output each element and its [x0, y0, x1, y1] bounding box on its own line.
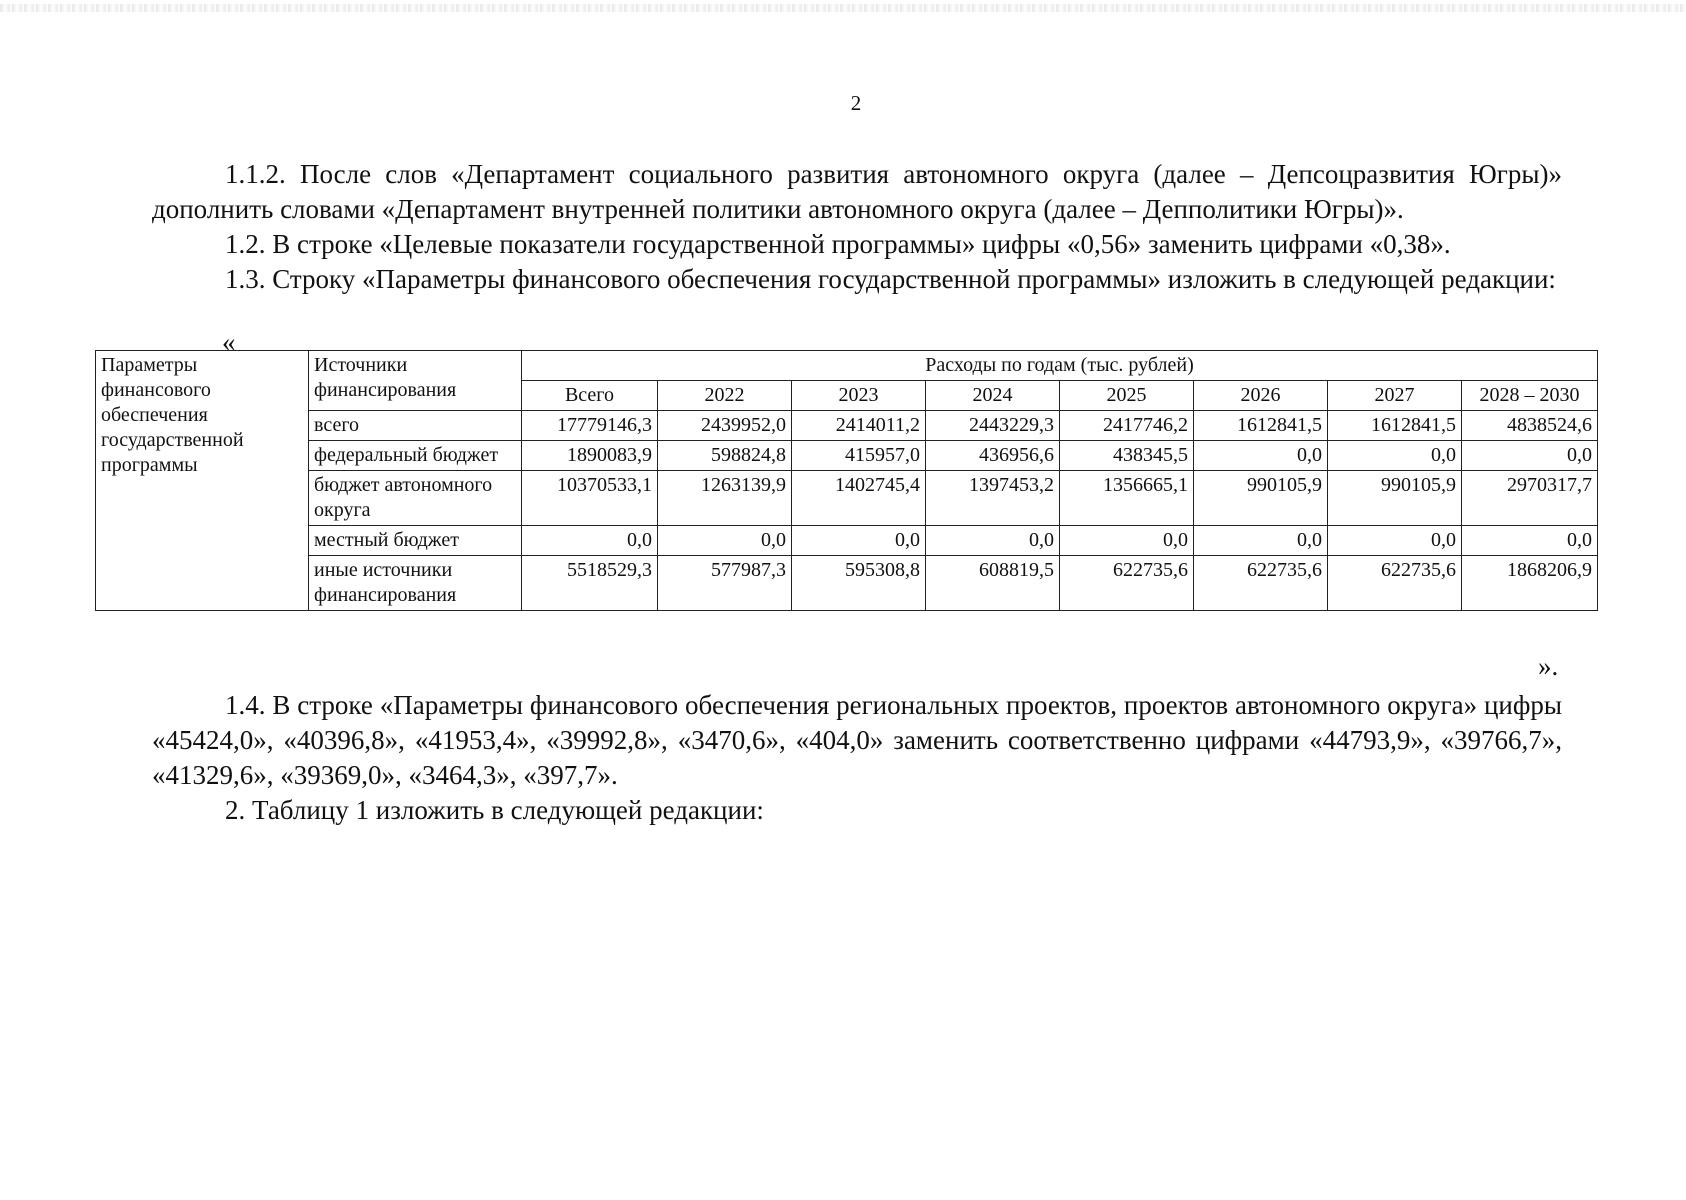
table-row: [96, 471, 1598, 526]
table-cell: 2970317,7: [1462, 471, 1598, 526]
table-cell: 0,0: [792, 526, 926, 556]
table-cell: 608819,5: [926, 556, 1060, 611]
table-cell: 622735,6: [1194, 556, 1328, 611]
table-cell: 438345,5: [1060, 441, 1194, 471]
closing-quote: ».: [1538, 651, 1559, 681]
table-cell: 1402745,4: [792, 471, 926, 526]
table-cell: 1612841,5: [1328, 411, 1462, 441]
table-cell: 0,0: [658, 526, 792, 556]
paragraph-1-3: 1.3. Строку «Параметры финансового обеспечения государственной программы» изложить в следующей редакции:: [225, 264, 1556, 294]
table-cell: 436956,6: [926, 441, 1060, 471]
source-label: иные источники финансирования: [309, 556, 522, 611]
table-cell: 0,0: [926, 526, 1060, 556]
column-header: 2022: [658, 381, 792, 411]
expenses-header-cell: Расходы по годам (тыс. рублей): [522, 351, 1598, 381]
table-cell: 5518529,3: [522, 556, 658, 611]
column-header: 2025: [1060, 381, 1194, 411]
table-cell: 2439952,0: [658, 411, 792, 441]
table-cell: 990105,9: [1194, 471, 1328, 526]
sources-header-cell: Источники финансирования: [309, 351, 522, 411]
table-cell: 622735,6: [1060, 556, 1194, 611]
source-label: всего: [309, 411, 522, 441]
table-cell: 1356665,1: [1060, 471, 1194, 526]
paragraph-2: 2. Таблицу 1 изложить в следующей редакции:: [225, 795, 764, 825]
table-cell: 990105,9: [1328, 471, 1462, 526]
table-cell: 2414011,2: [792, 411, 926, 441]
column-header: Всего: [522, 381, 658, 411]
scan-edge: [0, 4, 1686, 12]
table-cell: 622735,6: [1328, 556, 1462, 611]
source-label: федеральный бюджет: [309, 441, 522, 471]
table-cell: 4838524,6: [1462, 411, 1598, 441]
table-row: [96, 526, 1598, 556]
paragraph-1-1-2: 1.1.2. После слов «Департамент социального развития автономного округа (далее – Депсоцразвития Югры)» дополнить словами «Департамент внутренней политики автономного округа (далее – Депполитики Югры)».: [152, 159, 1562, 224]
table-cell: 17779146,3: [522, 411, 658, 441]
column-header: 2024: [926, 381, 1060, 411]
table-cell: 0,0: [1462, 441, 1598, 471]
table-cell: 0,0: [1462, 526, 1598, 556]
table-cell: 577987,3: [658, 556, 792, 611]
top-text-block: [152, 157, 1562, 297]
table-header-row: [96, 351, 1598, 381]
source-label: местный бюджет: [309, 526, 522, 556]
table-cell: 0,0: [522, 526, 658, 556]
table-cell: 0,0: [1328, 526, 1462, 556]
column-header: 2023: [792, 381, 926, 411]
column-header: 2027: [1328, 381, 1462, 411]
table-cell: 2443229,3: [926, 411, 1060, 441]
table-cell: 0,0: [1328, 441, 1462, 471]
row-header-cell: Параметры финансового обеспечения государственной программы: [96, 351, 309, 611]
opening-quote: «: [222, 327, 236, 357]
column-header: 2028 – 2030: [1462, 381, 1598, 411]
table-cell: 1397453,2: [926, 471, 1060, 526]
table-cell: 10370533,1: [522, 471, 658, 526]
bottom-text-block: [152, 688, 1562, 828]
column-header: 2026: [1194, 381, 1328, 411]
table-row: [96, 441, 1598, 471]
table-cell: 595308,8: [792, 556, 926, 611]
financing-table: [95, 350, 1598, 611]
table-cell: 2417746,2: [1060, 411, 1194, 441]
source-label: бюджет автономного округа: [309, 471, 522, 526]
table-cell: 598824,8: [658, 441, 792, 471]
table-cell: 0,0: [1194, 441, 1328, 471]
table-cell: 1890083,9: [522, 441, 658, 471]
table-cell: 0,0: [1060, 526, 1194, 556]
table-cell: 1263139,9: [658, 471, 792, 526]
table-row: [96, 556, 1598, 611]
table-cell: 1868206,9: [1462, 556, 1598, 611]
table-cell: 1612841,5: [1194, 411, 1328, 441]
paragraph-1-4: 1.4. В строке «Параметры финансового обеспечения региональных проектов, проектов автономного округа» цифры «45424,0», «40396,8», «41953,4», «39992,8», «3470,6», «404,0» заменить соответственно цифрами «44793,9», «39766,7», «41329,6», «39369,0», «3464,3», «397,7».: [152, 690, 1562, 790]
table-cell: 0,0: [1194, 526, 1328, 556]
table-row: [96, 411, 1598, 441]
paragraph-1-2: 1.2. В строке «Целевые показатели государственной программы» цифры «0,56» заменить цифрами «0,38».: [225, 229, 1451, 259]
table-cell: 415957,0: [792, 441, 926, 471]
page-number: 2: [850, 91, 862, 115]
